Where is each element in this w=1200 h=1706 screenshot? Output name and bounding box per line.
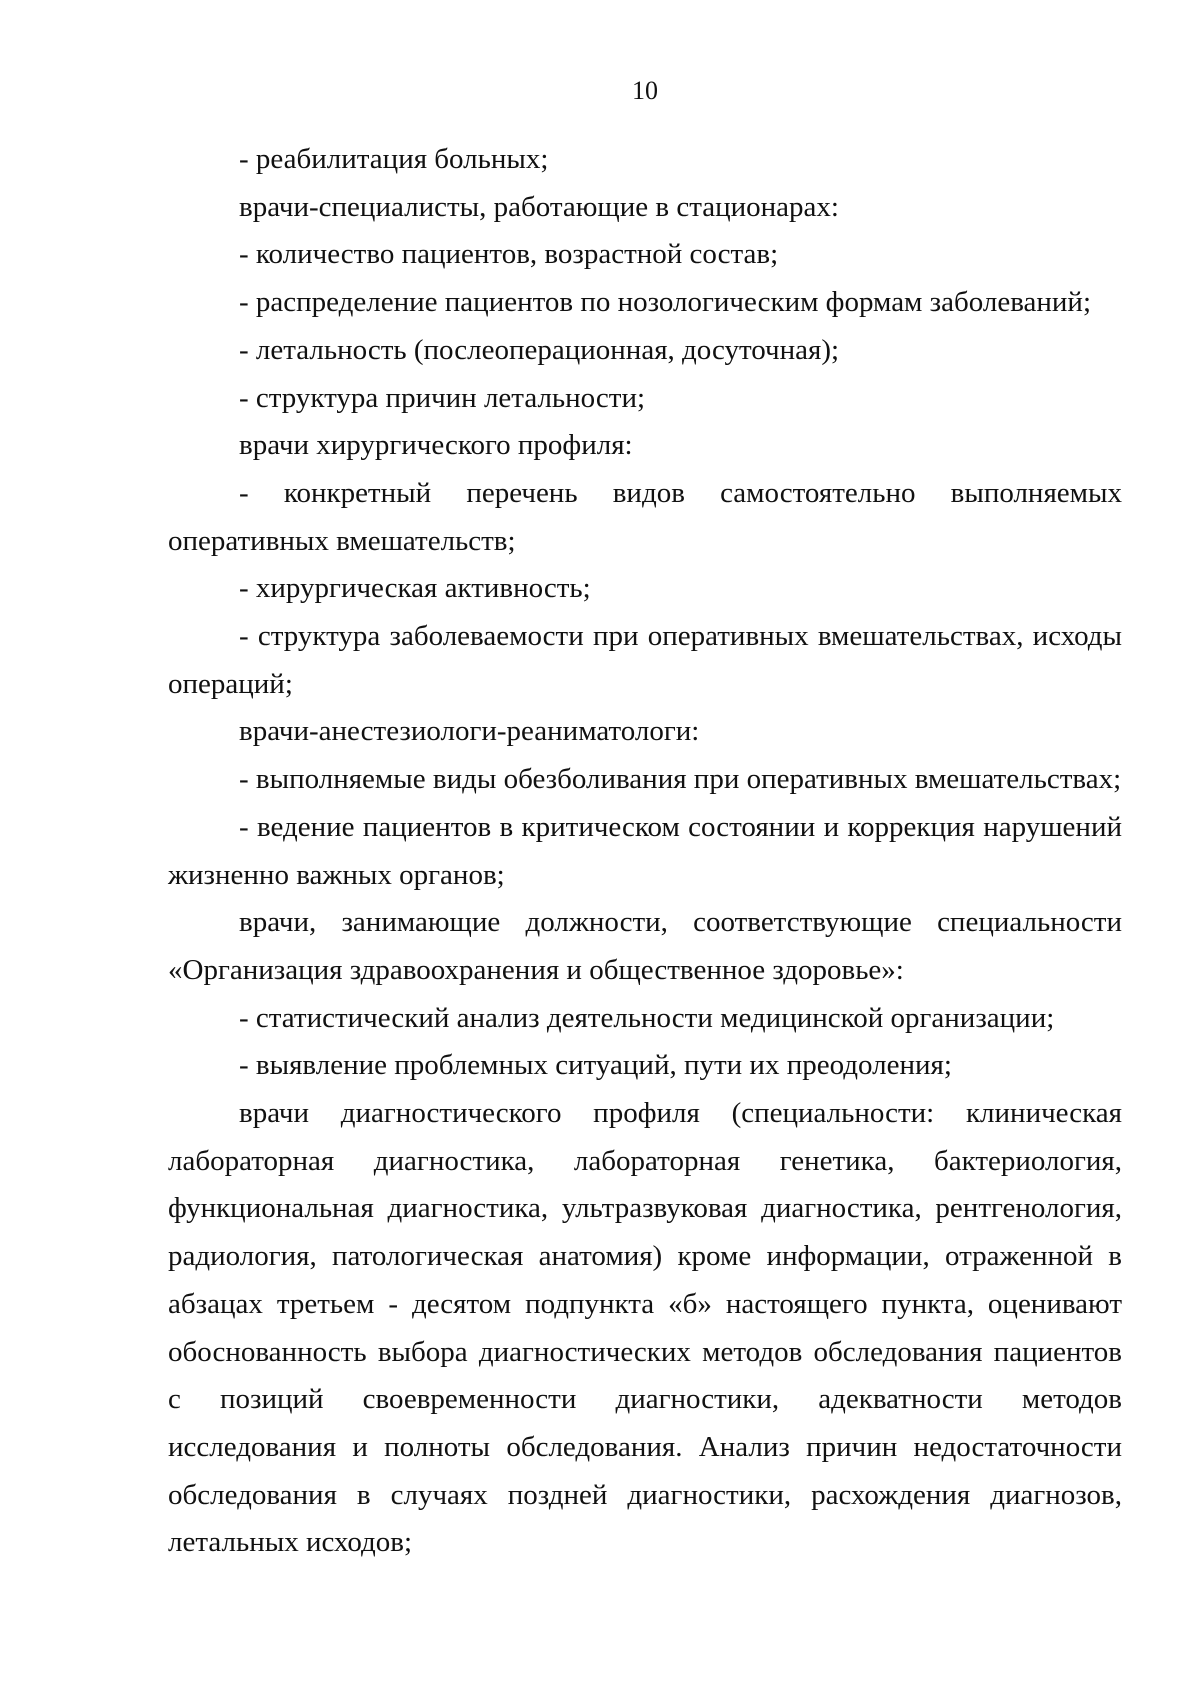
paragraph: врачи, занимающие должности, соответствующие специальности «Организация здравоохранения и общественное здоровье»: xyxy=(168,906,1122,986)
document-body xyxy=(168,136,1122,1567)
paragraph: - количество пациентов, возрастной состав; xyxy=(239,238,779,271)
paragraph: - хирургическая активность; xyxy=(239,572,591,605)
paragraph: - структура заболеваемости при оперативных вмешательствах, исходы операций; xyxy=(168,620,1122,700)
paragraph: - летальность (послеоперационная, досуточная); xyxy=(239,333,840,366)
page-number: 10 xyxy=(632,76,658,105)
paragraph: - статистический анализ деятельности медицинской организации; xyxy=(239,1001,1055,1034)
paragraph: - выполняемые виды обезболивания при оперативных вмешательствах; xyxy=(239,763,1122,796)
paragraph: - реабилитация больных; xyxy=(239,143,549,175)
paragraph: - ведение пациентов в критическом состоянии и коррекция нарушений жизненно важных органов; xyxy=(168,810,1122,891)
paragraph: - структура причин летальности; xyxy=(239,381,646,414)
paragraph: врачи-анестезиологи-реаниматологи: xyxy=(239,715,700,748)
paragraph: врачи хирургического профиля: xyxy=(239,429,633,462)
paragraph: - выявление проблемных ситуаций, пути их преодоления; xyxy=(239,1049,952,1082)
paragraph: - распределение пациентов по нозологическим формам заболеваний; xyxy=(239,286,1092,319)
paragraph: врачи диагностического профиля (специальности: клиническая лабораторная диагностика, лабораторная генетика, бактериология, функциональная диагностика, ультразвуковая диагностика, рентгенология, радиология, патологическая анатомия) кроме информации, отраженной в абзацах третьем - десятом подпункта «б» настоящего пункта, оценивают обоснованность выбора диагностических методов обследования пациентов с позиций своевременности диагностики, адекватности методов исследования и полноты обследования. Анализ причин недостаточности обследования в случаях поздней диагностики, расхождения диагнозов, летальных исходов; xyxy=(168,1097,1122,1559)
paragraph: врачи-специалисты, работающие в стационарах: xyxy=(239,190,839,223)
paragraph: - конкретный перечень видов самостоятельно выполняемых оперативных вмешательств; xyxy=(168,476,1122,557)
